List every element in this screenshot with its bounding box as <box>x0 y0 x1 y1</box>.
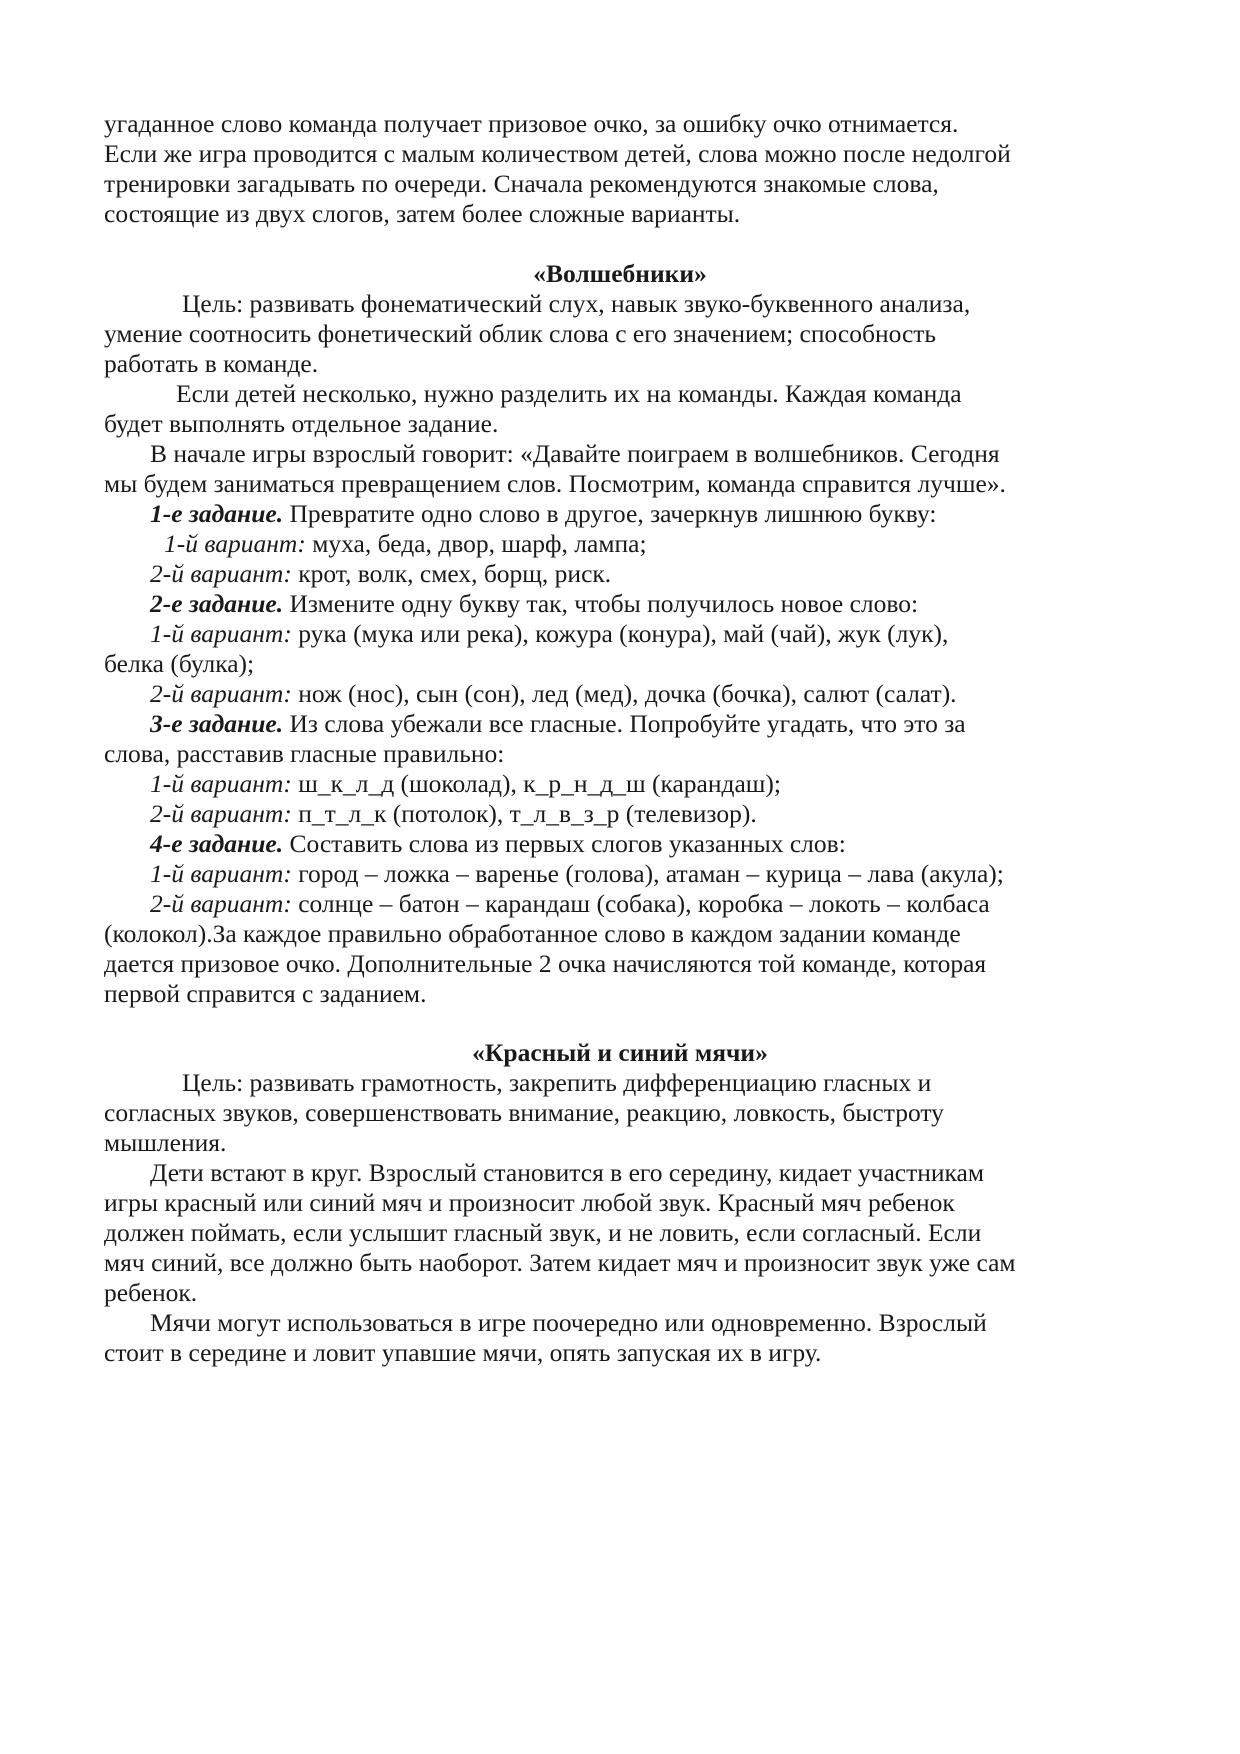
task4-variant2 <box>150 887 990 920</box>
task4-line <box>150 827 846 860</box>
task1-variant2 <box>150 557 611 590</box>
task2-v2-text: нож (нос), сын (сон), лед (мед), дочка (бочка), салют (салат). <box>291 679 957 708</box>
task1-v2-text: крот, волк, смех, борщ, риск. <box>291 559 612 588</box>
task1-label: 1-е задание. <box>150 499 284 528</box>
game1-goal-line-2: умение соотносить фонетический облик слова с его значением; способность <box>104 319 937 348</box>
game1-teams-line-1: Если детей несколько, нужно разделить их на команды. Каждая команда <box>176 379 962 408</box>
task1-variant1 <box>164 527 647 560</box>
task3-cont: слова, расставив гласные правильно: <box>104 739 505 768</box>
game2-title: «Красный и синий мячи» <box>472 1038 768 1067</box>
task3-v2-text: п_т_л_к (потолок), т_л_в_з_р (телевизор). <box>291 799 757 828</box>
intro-line-2: Если же игра проводится с малым количеством детей, слова можно после недолгой <box>104 139 1011 168</box>
task4-v2-text: солнце – батон – карандаш (собака), коробка – локоть – колбаса <box>291 889 990 918</box>
task2-variant2 <box>150 677 957 710</box>
task1-line <box>150 497 936 530</box>
task3-v1-label: 1-й вариант: <box>150 769 292 798</box>
game2-rules-line-3: должен поймать, если услышит гласный звук, и не ловить, если согласный. Если <box>104 1218 982 1247</box>
task2-text: Измените одну букву так, чтобы получилось новое слово: <box>283 589 919 618</box>
game1-goal-line-3: работать в команде. <box>104 349 319 378</box>
task4-v1-label: 1-й вариант: <box>150 859 292 888</box>
task3-v2-label: 2-й вариант: <box>150 799 292 828</box>
intro-line-1: угаданное слово команда получает призовое очко, за ошибку очко отнимается. <box>104 109 959 138</box>
task4-text: Составить слова из первых слогов указанных слов: <box>283 829 846 858</box>
game1-start-line-2: мы будем заниматься превращением слов. Посмотрим, команда справится лучше». <box>104 469 1006 498</box>
game2-rules-line-1: Дети встают в круг. Взрослый становится в его середину, кидает участникам <box>150 1158 985 1187</box>
task2-variant1 <box>150 617 948 650</box>
task2-variant1-cont: белка (булка); <box>104 649 255 678</box>
task1-v1-text: муха, беда, двор, шарф, лампа; <box>305 529 647 558</box>
game1-goal-line-1: Цель: развивать фонематический слух, навык звуко-буквенного анализа, <box>182 289 971 318</box>
game2-rules-line-4: мяч синий, все должно быть наоборот. Затем кидает мяч и произносит звук уже сам <box>104 1248 1016 1277</box>
task4-variant1 <box>150 857 1004 890</box>
task2-v1-text: рука (мука или река), кожура (конура), май (чай), жук (лук), <box>291 619 949 648</box>
task3-variant1 <box>150 767 781 800</box>
task4-v1-text: город – ложка – варенье (голова), атаман – курица – лава (акула); <box>291 859 1004 888</box>
game2-goal-line-3: мышления. <box>104 1128 227 1157</box>
game2-variant-line-1: Мячи могут использоваться в игре поочередно или одновременно. Взрослый <box>150 1308 987 1337</box>
task3-text: Из слова убежали все гласные. Попробуйте угадать, что это за <box>283 709 966 738</box>
task4-cont-line-2: дается призовое очко. Дополнительные 2 очка начисляются той команде, которая <box>104 949 987 978</box>
task4-cont-line-1: (колокол).За каждое правильно обработанное слово в каждом задании команде <box>104 919 961 948</box>
game1-teams-line-2: будет выполнять отдельное задание. <box>104 409 499 438</box>
game2-goal-line-1: Цель: развивать грамотность, закрепить дифференциацию гласных и <box>182 1068 932 1097</box>
game2-rules-line-5: ребенок. <box>104 1278 198 1307</box>
game1-start-line-1: В начале игры взрослый говорит: «Давайте поиграем в волшебников. Сегодня <box>150 439 1000 468</box>
task4-label: 4-е задание. <box>150 829 284 858</box>
intro-line-4: состоящие из двух слогов, затем более сложные варианты. <box>104 199 741 228</box>
game1-title: «Волшебники» <box>533 259 707 288</box>
task2-line <box>150 587 918 620</box>
task3-line <box>150 707 966 740</box>
task1-v2-label: 2-й вариант: <box>150 559 292 588</box>
game2-variant-line-2: стоит в середине и ловит упавшие мячи, опять запуская их в игру. <box>104 1338 822 1367</box>
task2-v1-label: 1-й вариант: <box>150 619 292 648</box>
game2-goal-line-2: согласных звуков, совершенствовать внимание, реакцию, ловкость, быстроту <box>104 1098 944 1127</box>
task1-text: Превратите одно слово в другое, зачеркнув лишнюю букву: <box>283 499 937 528</box>
game2-rules-line-2: игры красный или синий мяч и произносит любой звук. Красный мяч ребенок <box>104 1188 955 1217</box>
task3-variant2 <box>150 797 757 830</box>
task2-label: 2-е задание. <box>150 589 284 618</box>
task1-v1-label: 1-й вариант: <box>164 529 306 558</box>
task3-v1-text: ш_к_л_д (шоколад), к_р_н_д_ш (карандаш); <box>291 769 781 798</box>
task4-cont-line-3: первой справится с заданием. <box>104 979 427 1008</box>
task3-label: 3-е задание. <box>150 709 284 738</box>
intro-line-3: тренировки загадывать по очереди. Сначала рекомендуются знакомые слова, <box>104 169 939 198</box>
task2-v2-label: 2-й вариант: <box>150 679 292 708</box>
task4-v2-label: 2-й вариант: <box>150 889 292 918</box>
